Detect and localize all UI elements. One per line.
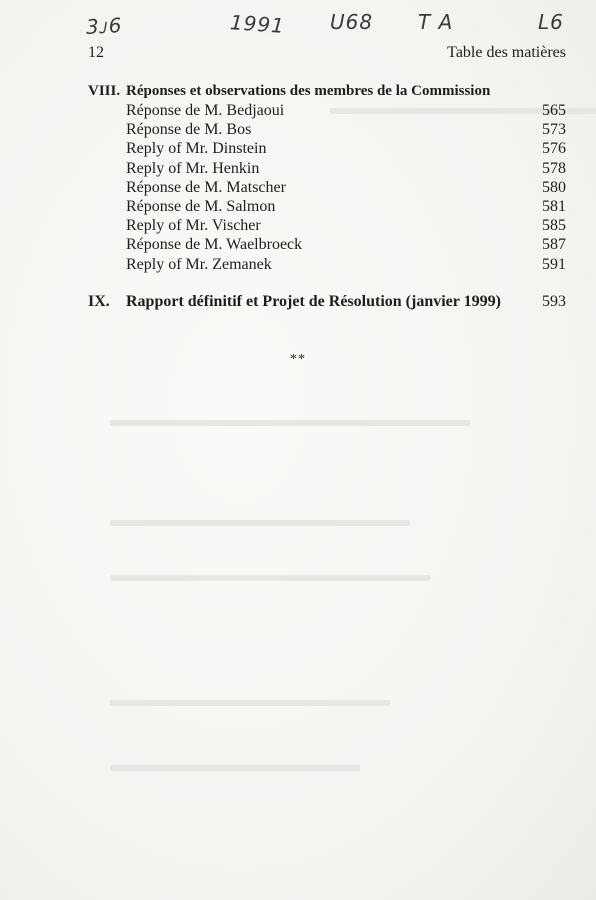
show-through-mark: [110, 520, 410, 526]
section-title: Réponses et observations des membres de la Commission: [126, 83, 491, 99]
toc-entry: [126, 216, 566, 235]
entry-page: 578: [542, 159, 566, 177]
handwritten-notes: [0, 8, 596, 42]
toc-entry: [126, 159, 566, 178]
entry-label: Réponse de M. Waelbroeck: [126, 236, 303, 254]
toc-entry: [126, 255, 566, 274]
entry-page: 565: [542, 102, 566, 119]
entry-label: Réponse de M. Salmon: [126, 198, 276, 216]
section-separator: **: [290, 352, 306, 367]
entry-page: 587: [542, 236, 566, 254]
section-number: VIII.: [88, 83, 121, 99]
handwritten-note: U68: [330, 10, 374, 34]
handwritten-note: L6: [538, 10, 564, 34]
running-head: [88, 44, 566, 66]
toc-section-heading: [88, 82, 566, 101]
entry-page: 591: [542, 255, 566, 273]
entry-label: Reply of Mr. Zemanek: [126, 255, 272, 273]
toc-entry: [126, 139, 566, 158]
running-title: Table des matières: [447, 44, 566, 61]
handwritten-note: T A: [418, 10, 454, 34]
toc-entry: [126, 101, 566, 120]
toc-entry: [126, 197, 566, 216]
section-number: IX.: [88, 292, 110, 310]
entry-label: Reply of Mr. Henkin: [126, 159, 260, 177]
handwritten-note: 1991: [229, 10, 286, 38]
entry-page: 585: [542, 217, 566, 235]
entry-label: Reply of Mr. Vischer: [126, 217, 261, 235]
show-through-mark: [110, 420, 470, 426]
section-page: 593: [542, 292, 566, 310]
toc-entry: [126, 178, 566, 197]
entry-label: Réponse de M. Bos: [126, 121, 252, 139]
entry-page: 580: [542, 178, 566, 196]
show-through-mark: [110, 575, 430, 581]
entry-page: 573: [542, 121, 566, 139]
show-through-mark: [110, 700, 390, 706]
page-number: 12: [88, 44, 104, 61]
entry-label: Reply of Mr. Dinstein: [126, 140, 267, 158]
entry-label: Réponse de M. Matscher: [126, 178, 286, 196]
table-of-contents: [88, 82, 566, 311]
entry-page: 581: [542, 198, 566, 216]
show-through-mark: [110, 765, 360, 771]
toc-entries: [126, 101, 566, 274]
section-heading-text: [88, 292, 501, 311]
section-title: Rapport définitif et Projet de Résolution (janvier 1999): [126, 292, 501, 310]
handwritten-note: 3ᴊ6: [85, 13, 123, 39]
toc-entry: [126, 235, 566, 254]
toc-entry: [126, 120, 566, 139]
entry-page: 576: [542, 140, 566, 158]
entry-label: Réponse de M. Bedjaoui: [126, 102, 285, 119]
toc-section-heading: [88, 292, 566, 311]
